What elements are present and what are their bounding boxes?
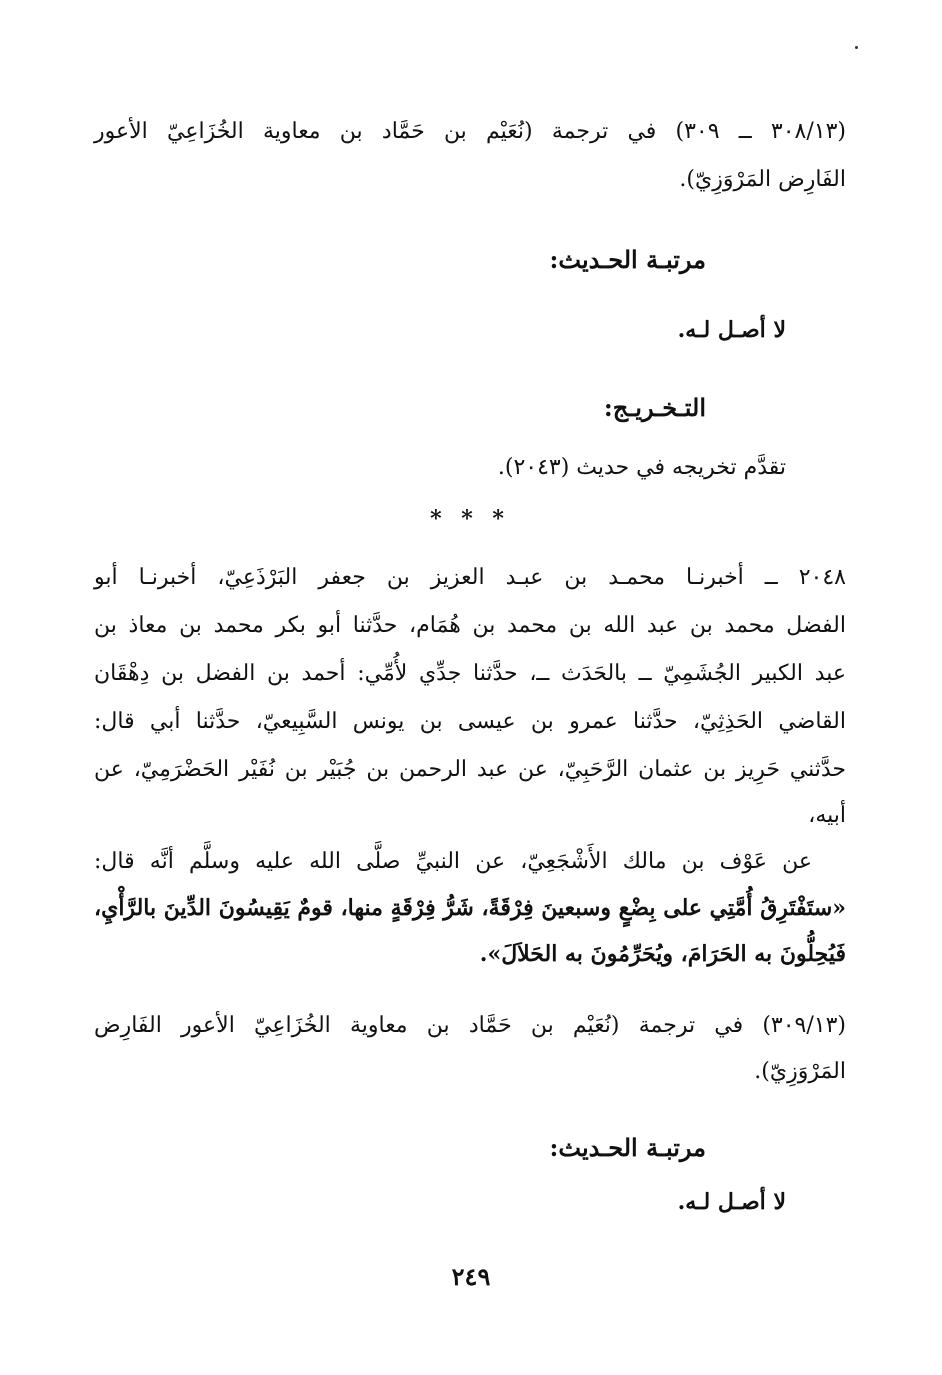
reference-line-1: (٣٠٨/١٣ ــ ٣٠٩) في ترجمة (نُعَيْم بن حَمَّاد بن معاوية الخُزَاعِيّ الأعور — [94, 119, 846, 144]
takhrij-heading: التـخـريـج: — [603, 393, 706, 422]
takhrij-text: تقدَّم تخريجه في حديث (٢٠٤٣). — [497, 455, 786, 480]
corner-mark — [855, 46, 858, 49]
page-number: ٢٤٩ — [451, 1262, 491, 1291]
hadith-isnad-line-5: حدَّثني حَرِيز بن عثمان الرَّحَبِيّ، عن عبد الرحمن بن جُبَيْر بن نُفَيْر الحَضْرَمِيّ، عن — [94, 757, 846, 782]
hadith-isnad-line-6: أبيه، — [808, 803, 846, 828]
reference-line-2: الفَارِض المَرْوَزِيّ). — [679, 167, 846, 192]
hadith-isnad-line-3: عبد الكبير الجُشَمِيّ ــ بالحَدَث ــ، حدَّثنا جدِّي لأُمِّي: أحمد بن الفضل بن دِهْقَان — [94, 661, 846, 686]
hadith-isnad-line-1: ٢٠٤٨ ــ أخبرنـا محمـد بن عبـد العزيز بن جعفر البَرْذَعِيّ، أخبرنـا أبو — [94, 565, 846, 590]
grade-text-2: لا أصـل لـه. — [677, 1189, 786, 1215]
grade-text: لا أصـل لـه. — [677, 317, 786, 343]
hadith-isnad-line-4: القاضي الحَذِثِيّ، حدَّثنا عمرو بن عيسى بن يونس السَّبِيعيّ، حدَّثنا أبي قال: — [94, 709, 846, 734]
hadith-matn-intro: عن عَوْف بن مالك الأَشْجَعِيّ، عن النبيِّ صلَّى الله عليه وسلَّم أنَّه قال: — [94, 849, 812, 874]
hadith-isnad-line-2: الفضل محمد بن عبد الله بن محمد بن هُمَام، حدَّثنا أبو بكر محمد بن معاذ بن — [94, 613, 846, 638]
section-separator: * * * — [430, 506, 510, 532]
hadith-matn-line-2: فَيُحِلُّونَ به الحَرَامَ، ويُحَرِّمُونَ به الحَلاَلَ». — [479, 941, 846, 967]
hadith-matn-line-1: «ستَفْتَرِقُ أُمَّتِي على بِضْعٍ وسبعينَ فِرْقَةً، شَرُّ فِرْقَةٍ منها، قومٌ يَقِيسُونَ الدِّينَ بالرَّأْيِ، — [94, 895, 846, 921]
grade-heading: مرتبـة الحـديث: — [549, 245, 706, 274]
reference2-line-2: المَرْوَزِيّ). — [754, 1059, 846, 1084]
grade-heading-2: مرتبـة الحـديث: — [549, 1133, 706, 1162]
reference2-line-1: (٣٠٩/١٣) في ترجمة (نُعَيْم بن حَمَّاد بن معاوية الخُزَاعِيّ الأعور الفَارِض — [94, 1013, 846, 1038]
